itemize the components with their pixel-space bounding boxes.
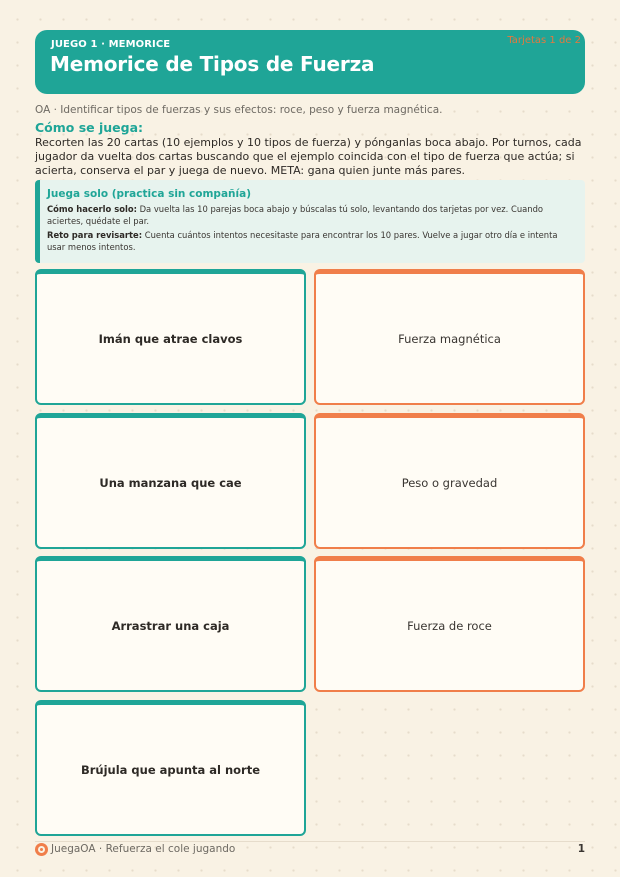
solo-how-label: Cómo hacerlo solo: <box>47 204 137 214</box>
force-type-card[interactable]: Fuerza de roce <box>314 556 585 692</box>
solo-how-line <box>47 203 575 227</box>
page-tag: Tarjetas 1 de 2 <box>507 35 581 46</box>
example-card[interactable]: Arrastrar una caja <box>35 556 306 692</box>
learning-objective: OA · Identificar tipos de fuerzas y sus efectos: roce, peso y fuerza magnética. <box>35 104 443 116</box>
example-card[interactable]: Imán que atrae clavos <box>35 269 306 405</box>
title-banner <box>35 30 585 94</box>
footer-brand-text: JuegaOA · Refuerza el cole jugando <box>51 843 236 855</box>
how-to-heading: Cómo se juega: <box>35 120 144 135</box>
example-card[interactable]: Una manzana que cae <box>35 413 306 549</box>
game-kicker: JUEGO 1 · MEMORICE <box>51 39 171 50</box>
footer-divider <box>35 841 585 842</box>
solo-play-box <box>35 180 585 263</box>
solo-challenge-label: Reto para revisarte: <box>47 230 143 240</box>
example-card[interactable]: Brújula que apunta al norte <box>35 700 306 836</box>
force-type-card[interactable]: Fuerza magnética <box>314 269 585 405</box>
solo-challenge-text: Cuenta cuántos intentos necesitaste para encontrar los 10 pares. Vuelve a jugar otro día e intenta usar menos intentos. <box>47 230 558 252</box>
page-number: 1 <box>577 843 585 855</box>
solo-title: Juega solo (practica sin compañía) <box>47 188 251 200</box>
solo-challenge-line <box>47 229 575 253</box>
rules-text: Recorten las 20 cartas (10 ejemplos y 10 tipos de fuerza) y pónganlas boca abajo. Por turnos, cada jugador da vuelta dos cartas buscando que el ejemplo coincida con el tipo de fuerza que actúa; si acierta, conserva el par y juega de nuevo. META: gana quien junte más pares. <box>35 136 582 177</box>
solo-how-text: Da vuelta las 10 parejas boca abajo y búscalas tú solo, levantando dos tarjetas por vez. Cuando aciertes, quédate el par. <box>47 204 544 226</box>
target-circle-icon <box>35 843 48 856</box>
page-title: Memorice de Tipos de Fuerza <box>50 52 375 76</box>
force-type-card[interactable]: Peso o gravedad <box>314 413 585 549</box>
footer <box>35 843 585 859</box>
